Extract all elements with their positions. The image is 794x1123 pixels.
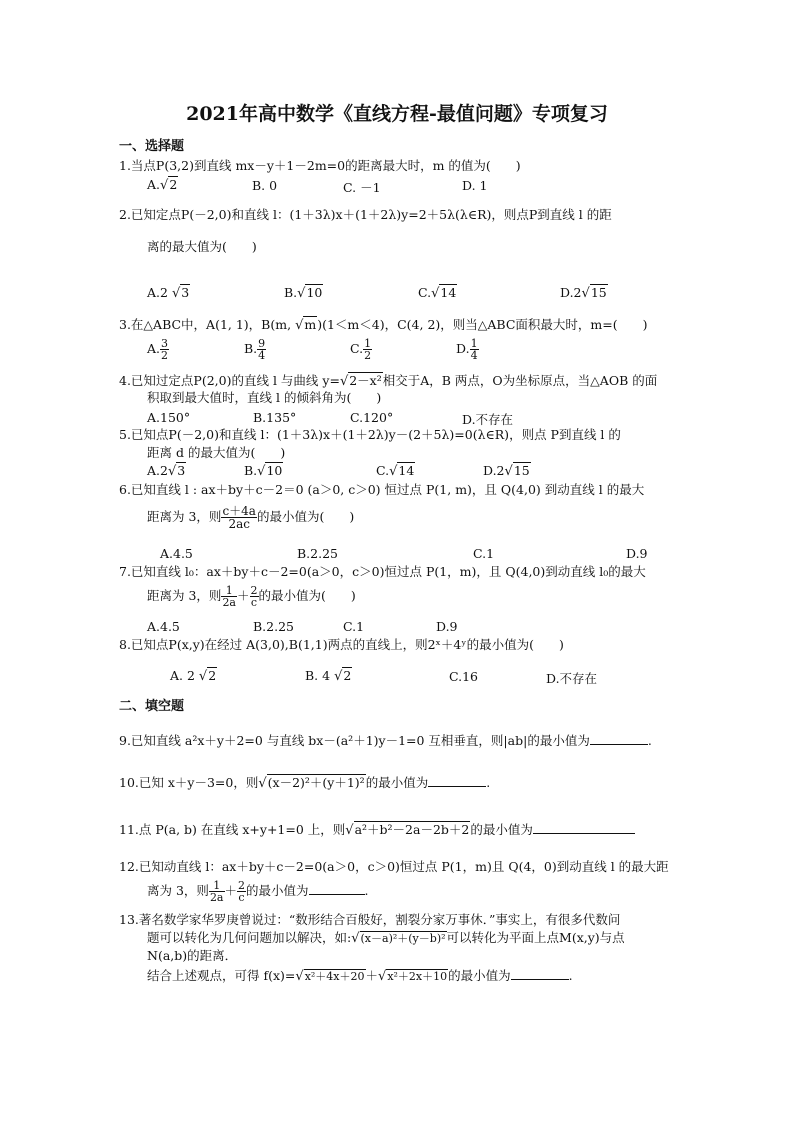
q1-option-a: A.√2 (147, 177, 178, 193)
q6-option-d: D.9 (626, 546, 648, 561)
q3-option-a: A. $\frac{3}{2}$ (147, 337, 169, 362)
q4-option-c: C.120° (350, 410, 394, 425)
q2-option-b: B.√10 (284, 285, 323, 301)
question-7-line1: 7.已知直线 l₀：ax＋by＋c－2=0(a＞0，c＞0)恒过点 P(1，m)，且 Q(4,0)到动直线 l₀的最大 (119, 564, 646, 579)
section-heading-fill: 二、填空题 (119, 699, 185, 714)
q3-option-d: D. $\frac{1}{4}$ (456, 337, 478, 362)
question-5-line2: 距离 d 的最大值为( ) (147, 445, 286, 460)
q6-option-b: B.2.25 (297, 546, 338, 561)
q8-option-a: A. 2 √2 (170, 668, 217, 684)
question-3: 3.在△ABC中，A(1, 1)，B(m, √m)(1＜m＜4)，C(4, 2)，则当△ABC面积最大时，m=( ) (119, 317, 648, 333)
q1-option-d: D. 1 (462, 178, 488, 193)
q1-option-b: B. 0 (252, 178, 278, 193)
question-2-line2: 离的最大值为( ) (147, 239, 257, 254)
question-10: 10.已知 x＋y－3=0，则√(x－2)²＋(y＋1)²的最小值为 . (119, 775, 491, 791)
question-7-line2: 距离为 3，则 $\frac{1}{2a}$ ＋ $\frac{2}{c}$ 的最小值为( ) (147, 584, 356, 609)
question-5-line1: 5.已知点P(－2,0)和直线 l：(1＋3λ)x＋(1＋2λ)y－(2＋5λ)=0(λ∈R)，则点 P到直线 l 的 (119, 427, 621, 442)
question-9: 9.已知直线 a²x＋y＋2=0 与直线 bx－(a²＋1)y－1=0 互相垂直，则|ab|的最小值为 . (119, 733, 652, 748)
question-12-line1: 12.已知动直线 l：ax＋by＋c－2=0(a＞0，c＞0)恒过点 P(1，m)且 Q(4，0)到动直线 l 的最大距 (119, 859, 669, 874)
q7-option-a: A.4.5 (147, 619, 180, 634)
q13-answer-blank[interactable] (511, 968, 569, 980)
question-1: 1.当点P(3,2)到直线 mx－y＋1－2m=0的距离最大时，m 的值为( ) (119, 158, 521, 173)
question-13-line4: 结合上述观点，可得 f(x)=√x²＋4x＋20＋√x²＋2x＋10的最小值为 . (147, 968, 573, 984)
q2-option-c: C.√14 (418, 285, 457, 301)
question-11: 11.点 P(a, b) 在直线 x+y+1=0 上，则√a²＋b²－2a－2b＋2的最小值为 (119, 822, 635, 839)
question-6-line2: 距离为 3，则 $\frac{c+4a}{2ac}$ 的最小值为( ) (147, 504, 355, 531)
q10-answer-blank[interactable] (428, 775, 486, 787)
q1-option-c: C. －1 (343, 180, 381, 195)
q7-option-c: C.1 (343, 619, 365, 634)
section-heading-choice: 一、选择题 (119, 139, 185, 154)
q5-option-b: B.√10 (244, 463, 283, 479)
q4-option-b: B.135° (253, 410, 297, 425)
q9-answer-blank[interactable] (590, 733, 648, 745)
q7-option-d: D.9 (436, 619, 458, 634)
q5-option-a: A.2√3 (147, 463, 186, 479)
q5-option-d: D.2√15 (483, 463, 530, 479)
question-12-line2: 离为 3，则 $\frac{1}{2a}$ ＋ $\frac{2}{c}$ 的最小值为 . (147, 879, 369, 904)
q6-option-a: A.4.5 (160, 546, 193, 561)
question-4-line1: 4.已知过定点P(2,0)的直线 l 与曲线 y=√2－x²相交于A，B 两点，O为坐标原点，当△AOB 的面 (119, 373, 658, 389)
q2-option-d: D.2√15 (560, 285, 607, 301)
question-8: 8.已知点P(x,y)在经过 A(3,0),B(1,1)两点的直线上，则2ˣ＋4ʸ的最小值为( ) (119, 637, 564, 652)
q4-option-a: A.150° (147, 410, 191, 425)
q4-option-d: D.不存在 (462, 412, 514, 427)
q11-answer-blank[interactable] (533, 822, 635, 834)
q7-option-b: B.2.25 (253, 619, 294, 634)
q6-option-c: C.1 (473, 546, 495, 561)
q8-option-d: D.不存在 (546, 671, 598, 686)
q5-option-c: C.√14 (376, 463, 415, 479)
q8-option-c: C.16 (449, 669, 478, 684)
question-13-line3: N(a,b)的距离． (147, 948, 238, 963)
q12-answer-blank[interactable] (309, 883, 365, 895)
question-4-line2: 积取到最大值时，直线 l 的倾斜角为( ) (147, 390, 382, 405)
page-title: 2021年高中数学《直线方程-最值问题》专项复习 (186, 103, 608, 125)
q3-option-b: B. $\frac{9}{4}$ (244, 337, 266, 362)
q2-option-a: A.2 √3 (147, 285, 190, 301)
question-2-line1: 2.已知定点P(－2,0)和直线 l：(1＋3λ)x＋(1＋2λ)y=2＋5λ(λ∈R)，则点P到直线 l 的距 (119, 207, 612, 222)
question-13-line2: 题可以转化为几何问题加以解决，如:√(x－a)²＋(y－b)²可以转化为平面上点M(x,y)与点 (147, 930, 625, 946)
question-13-line1: 13.著名数学家华罗庚曾说过：“数形结合百般好，割裂分家万事休．”事实上，有很多代数问 (119, 912, 621, 927)
q3-option-c: C. $\frac{1}{2}$ (350, 337, 372, 362)
question-6-line1: 6.已知直线 l : ax＋by＋c－2＝0 (a＞0, c＞0) 恒过点 P(1, m)，且 Q(4,0) 到动直线 l 的最大 (119, 482, 645, 497)
q8-option-b: B. 4 √2 (305, 668, 352, 684)
